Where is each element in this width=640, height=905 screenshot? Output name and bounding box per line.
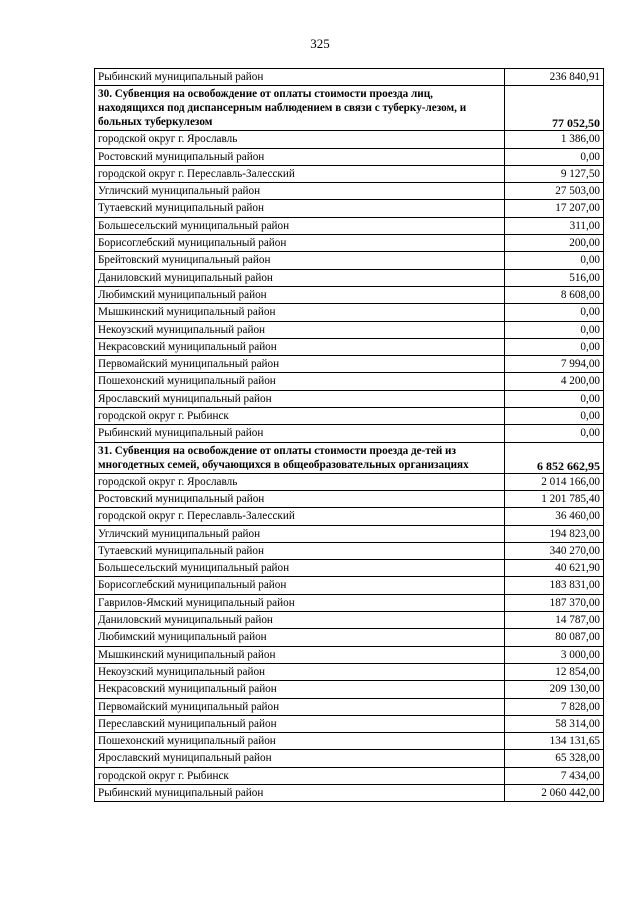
amount-value: 0,00	[505, 390, 604, 407]
table-row	[95, 269, 604, 286]
municipality-name: Ростовский муниципальный район	[95, 148, 505, 165]
amount-value: 1 386,00	[505, 131, 604, 148]
amount-value: 236 840,91	[505, 69, 604, 86]
table-row	[95, 252, 604, 269]
table-row	[95, 473, 604, 490]
section-header-row	[95, 442, 604, 473]
table-row	[95, 750, 604, 767]
municipality-name: Большесельский муниципальный район	[95, 560, 505, 577]
amount-value: 340 270,00	[505, 542, 604, 559]
amount-value: 209 130,00	[505, 681, 604, 698]
municipality-name: Гаврилов-Ямский муниципальный район	[95, 594, 505, 611]
section-total: 6 852 662,95	[505, 442, 604, 473]
amount-value: 17 207,00	[505, 200, 604, 217]
table-row	[95, 390, 604, 407]
municipality-name: Некрасовский муниципальный район	[95, 338, 505, 355]
amount-value: 311,00	[505, 217, 604, 234]
table-row	[95, 69, 604, 86]
municipality-name: Рыбинский муниципальный район	[95, 69, 505, 86]
municipality-name: городской округ г. Рыбинск	[95, 408, 505, 425]
table-row	[95, 304, 604, 321]
table-row	[95, 698, 604, 715]
table-row	[95, 612, 604, 629]
municipality-name: Угличский муниципальный район	[95, 525, 505, 542]
table-row	[95, 286, 604, 303]
table-row	[95, 217, 604, 234]
amount-value: 8 608,00	[505, 286, 604, 303]
amount-value: 134 131,65	[505, 733, 604, 750]
table-row	[95, 321, 604, 338]
amount-value: 65 328,00	[505, 750, 604, 767]
amount-value: 80 087,00	[505, 629, 604, 646]
municipality-name: Некрасовский муниципальный район	[95, 681, 505, 698]
amount-value: 12 854,00	[505, 663, 604, 680]
table-row	[95, 681, 604, 698]
table-row	[95, 165, 604, 182]
municipality-name: Некоузский муниципальный район	[95, 663, 505, 680]
municipality-name: Тутаевский муниципальный район	[95, 542, 505, 559]
amount-value: 183 831,00	[505, 577, 604, 594]
table-row	[95, 663, 604, 680]
amount-value: 3 000,00	[505, 646, 604, 663]
municipality-name: Первомайский муниципальный район	[95, 698, 505, 715]
amount-value: 27 503,00	[505, 183, 604, 200]
municipality-name: Некоузский муниципальный район	[95, 321, 505, 338]
table-row	[95, 200, 604, 217]
section-title: 31. Субвенция на освобождение от оплаты стоимости проезда де-тей из многодетных семей, обучающихся в общеобразовательных организациях	[95, 442, 505, 473]
municipality-name: городской округ г. Ярославль	[95, 131, 505, 148]
municipality-name: Ростовский муниципальный район	[95, 490, 505, 507]
municipality-name: Борисоглебский муниципальный район	[95, 577, 505, 594]
section-header-row	[95, 86, 604, 131]
table-row	[95, 784, 604, 801]
municipality-name: Даниловский муниципальный район	[95, 269, 505, 286]
municipality-name: городской округ г. Рыбинск	[95, 767, 505, 784]
municipality-name: Пошехонский муниципальный район	[95, 733, 505, 750]
table-row	[95, 356, 604, 373]
table-row	[95, 235, 604, 252]
municipality-name: Рыбинский муниципальный район	[95, 784, 505, 801]
section-title: 30. Субвенция на освобождение от оплаты стоимости проезда лиц, находящихся под диспансерным наблюдением в связи с туберку-лезом, и больных туберкулезом	[95, 86, 505, 131]
municipality-name: Тутаевский муниципальный район	[95, 200, 505, 217]
municipality-name: Угличский муниципальный район	[95, 183, 505, 200]
municipality-name: Ярославский муниципальный район	[95, 390, 505, 407]
table-row	[95, 425, 604, 442]
page-number: 325	[310, 36, 330, 51]
amount-value: 2 014 166,00	[505, 473, 604, 490]
amount-value: 0,00	[505, 252, 604, 269]
budget-table-body	[95, 69, 604, 802]
municipality-name: Переславский муниципальный район	[95, 715, 505, 732]
table-row	[95, 542, 604, 559]
table-row	[95, 338, 604, 355]
municipality-name: Рыбинский муниципальный район	[95, 425, 505, 442]
municipality-name: городской округ г. Переславль-Залесский	[95, 508, 505, 525]
table-row	[95, 183, 604, 200]
amount-value: 14 787,00	[505, 612, 604, 629]
table-row	[95, 733, 604, 750]
municipality-name: Пошехонский муниципальный район	[95, 373, 505, 390]
table-row	[95, 525, 604, 542]
table-row	[95, 560, 604, 577]
section-total: 77 052,50	[505, 86, 604, 131]
table-row	[95, 577, 604, 594]
amount-value: 0,00	[505, 425, 604, 442]
table-row	[95, 629, 604, 646]
municipality-name: Большесельский муниципальный район	[95, 217, 505, 234]
amount-value: 1 201 785,40	[505, 490, 604, 507]
amount-value: 0,00	[505, 304, 604, 321]
table-row	[95, 646, 604, 663]
table-row	[95, 373, 604, 390]
municipality-name: Мышкинский муниципальный район	[95, 304, 505, 321]
amount-value: 516,00	[505, 269, 604, 286]
amount-value: 0,00	[505, 148, 604, 165]
table-row	[95, 490, 604, 507]
municipality-name: Даниловский муниципальный район	[95, 612, 505, 629]
table-row	[95, 508, 604, 525]
municipality-name: городской округ г. Переславль-Залесский	[95, 165, 505, 182]
table-row	[95, 408, 604, 425]
budget-table	[94, 68, 604, 802]
municipality-name: Борисоглебский муниципальный район	[95, 235, 505, 252]
amount-value: 200,00	[505, 235, 604, 252]
amount-value: 7 434,00	[505, 767, 604, 784]
table-row	[95, 594, 604, 611]
amount-value: 7 994,00	[505, 356, 604, 373]
amount-value: 187 370,00	[505, 594, 604, 611]
amount-value: 194 823,00	[505, 525, 604, 542]
amount-value: 4 200,00	[505, 373, 604, 390]
table-row	[95, 715, 604, 732]
amount-value: 40 621,90	[505, 560, 604, 577]
municipality-name: Любимский муниципальный район	[95, 286, 505, 303]
amount-value: 9 127,50	[505, 165, 604, 182]
table-row	[95, 767, 604, 784]
table-row	[95, 131, 604, 148]
municipality-name: Мышкинский муниципальный район	[95, 646, 505, 663]
amount-value: 7 828,00	[505, 698, 604, 715]
municipality-name: Брейтовский муниципальный район	[95, 252, 505, 269]
municipality-name: Первомайский муниципальный район	[95, 356, 505, 373]
table-row	[95, 148, 604, 165]
amount-value: 0,00	[505, 338, 604, 355]
amount-value: 58 314,00	[505, 715, 604, 732]
amount-value: 2 060 442,00	[505, 784, 604, 801]
amount-value: 0,00	[505, 408, 604, 425]
amount-value: 0,00	[505, 321, 604, 338]
municipality-name: Ярославский муниципальный район	[95, 750, 505, 767]
municipality-name: Любимский муниципальный район	[95, 629, 505, 646]
municipality-name: городской округ г. Ярославль	[95, 473, 505, 490]
amount-value: 36 460,00	[505, 508, 604, 525]
